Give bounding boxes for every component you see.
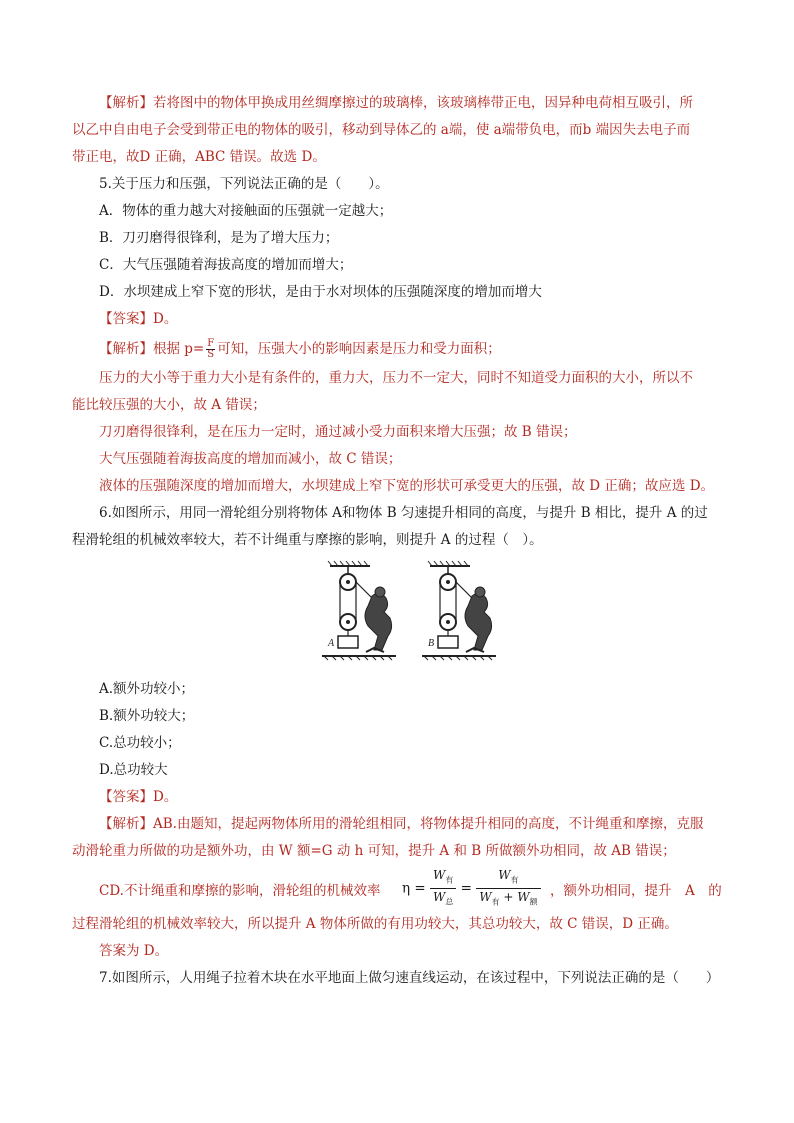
q6-analysis-line1: 【解析】AB.由题知，提起两物体所用的滑轮组相同，将物体提升相同的高度，不计绳重和摩擦，克服 bbox=[99, 816, 704, 832]
q5-stem: 5.关于压力和压强，下列说法正确的是（ ）。 bbox=[99, 176, 389, 192]
q5-option-c: C．大气压强随着海拔高度的增加而增大； bbox=[99, 257, 353, 273]
pulley-illustration bbox=[322, 560, 502, 668]
analysis-tag: 【解析】 bbox=[99, 95, 153, 111]
analysis-tag: 【解析】 bbox=[99, 816, 153, 832]
q6-answer: 【答案】D。 bbox=[99, 789, 178, 805]
pulley-system-b bbox=[422, 561, 496, 660]
q6-option-d: D.总功较大 bbox=[99, 762, 168, 778]
pulley-figure bbox=[72, 560, 724, 672]
q5-explain-5: 液体的压强随深度的增加而增大，水坝建成上窄下宽的形状可承受更大的压强，故 D 正确；故应选 D。 bbox=[99, 478, 715, 494]
q5-option-d: D．水坝建成上窄下宽的形状，是由于水对坝体的压强随深度的增加而增大 bbox=[99, 284, 542, 300]
q4-analysis-line2: 以乙中自由电子会受到带正电的物体的吸引，移动到导体乙的 a端，使 a端带负电，而b 端因失去电子而 bbox=[72, 122, 691, 138]
q5-explain-2: 能比较压强的大小，故 A 错误； bbox=[72, 397, 266, 413]
q6-final-answer: 答案为 D。 bbox=[99, 943, 169, 959]
q6-analysis-line2: 动滑轮重力所做的功是额外功，由 W 额=G 动 h 可知，提升 A 和 B 所做额外功相同，故 AB 错误； bbox=[72, 843, 676, 859]
q6-efficiency-formula-line: CD.不计绳重和摩擦的影响，滑轮组的机械效率 η = $\frac{W_有}{W_总}$ = $\frac{W_有}{W_有 + W_额}$ ，额外功相同，提升 A 的 bbox=[72, 865, 724, 911]
q6-option-a: A.额外功较小； bbox=[99, 681, 195, 697]
q6-analysis-line4: 过程滑轮组的机械效率较大，所以提升 A 物体所做的有用功较大，其总功较大，故 C 错误，D 正确。 bbox=[72, 916, 678, 932]
q5-answer: 【答案】D。 bbox=[99, 311, 178, 327]
figure-label-a: A bbox=[328, 638, 335, 649]
q7-stem: 7.如图所示，人用绳子拉着木块在水平地面上做匀速直线运动，在该过程中，下列说法正确的是（ ） bbox=[99, 970, 720, 986]
q6-stem-line1: 6.如图所示，用同一滑轮组分别将物体 A和物体 B 匀速提升相同的高度，与提升 B 相比，提升 A 的过 bbox=[99, 505, 708, 521]
q6-stem-line2: 程滑轮组的机械效率较大，若不计绳重与摩擦的影响，则提升 A 的过程（ ）。 bbox=[72, 532, 543, 548]
pulley-system-a bbox=[322, 561, 396, 660]
q5-option-b: B．刀刃磨得很锋利，是为了增大压力； bbox=[99, 230, 339, 246]
q5-explain-4: 大气压强随着海拔高度的增加而减小，故 C 错误； bbox=[99, 451, 402, 467]
q5-explain-1: 压力的大小等于重力大小是有条件的，重力大，压力不一定大，同时不知道受力面积的大小，所以不 bbox=[99, 370, 693, 386]
document-page bbox=[72, 90, 724, 992]
figure-label-b: B bbox=[428, 638, 435, 649]
answer-tag: 【答案】 bbox=[99, 789, 153, 805]
q5-option-a: A．物体的重力越大对接触面的压强就一定越大； bbox=[99, 203, 393, 219]
answer-tag: 【答案】 bbox=[99, 311, 153, 327]
q6-option-b: B.额外功较大； bbox=[99, 708, 195, 724]
q5-analysis-formula: 【解析】根据 p= $\frac{F}{S}$ 可知，压强大小的影响因素是压力和受力面积； bbox=[99, 338, 501, 360]
q4-analysis-line3: 带正电，故D 正确，ABC 错误。故选 D。 bbox=[72, 149, 326, 165]
q6-option-c: C.总功较小； bbox=[99, 735, 181, 751]
pressure-fraction: $\frac{F}{S}$ bbox=[207, 338, 215, 360]
efficiency-formula: η = $\frac{W_有}{W_总}$ = $\frac{W_有}{W_有 + W_额}$ bbox=[402, 867, 541, 911]
q5-explain-3: 刀刃磨得很锋利，是在压力一定时，通过减小受力面积来增大压强；故 B 错误； bbox=[99, 424, 577, 440]
analysis-tag: 【解析】 bbox=[99, 341, 153, 357]
q4-analysis-line1: 【解析】若将图中的物体甲换成用丝绸摩擦过的玻璃棒，该玻璃棒带正电，因异种电荷相互吸引，所 bbox=[99, 95, 693, 111]
